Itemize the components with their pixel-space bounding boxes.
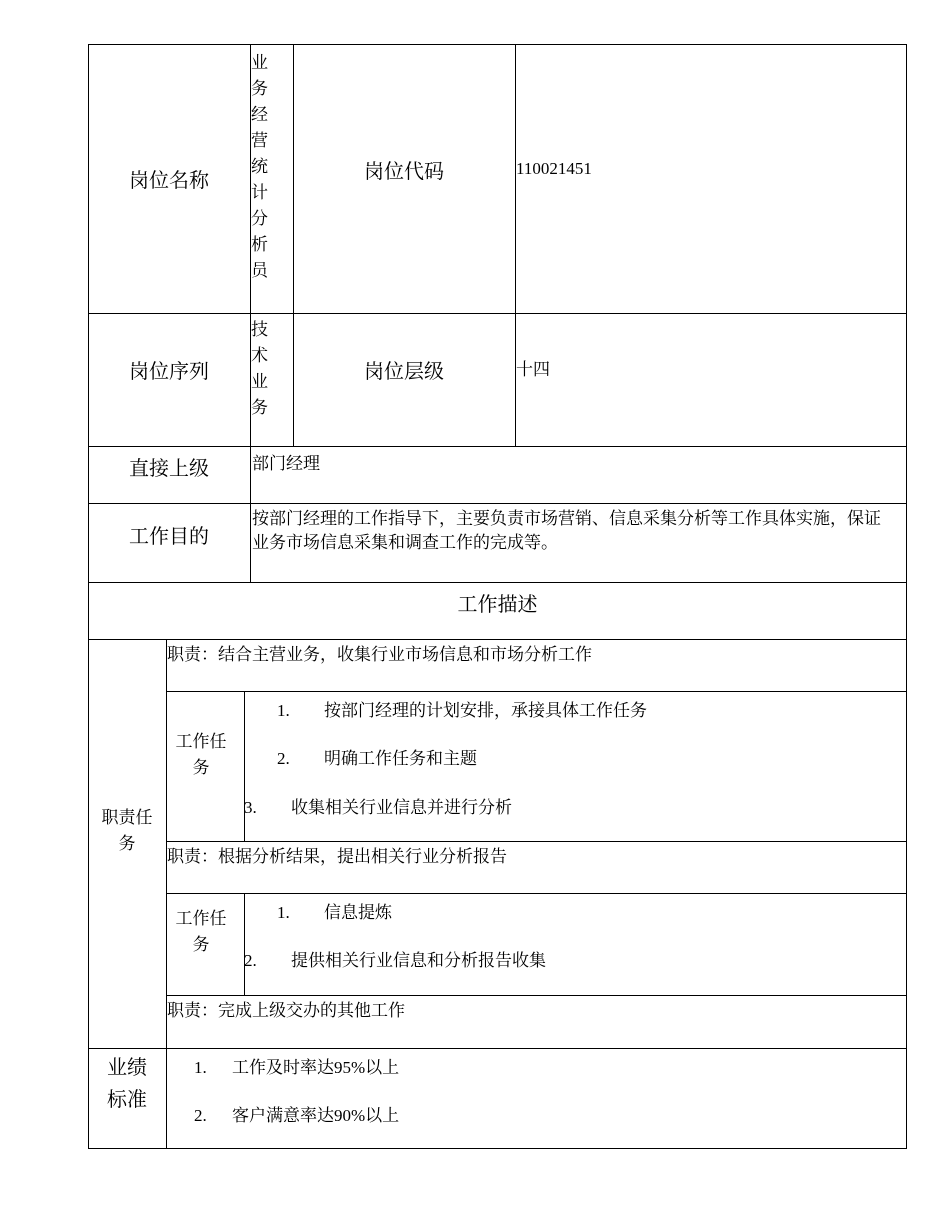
- sequence-value: 技术业务: [251, 320, 268, 417]
- list-item: 2. 客户满意率达90%以上: [194, 1106, 400, 1125]
- sequence-label: 岗位序列: [129, 361, 209, 383]
- list-item: 1. 信息提炼: [277, 903, 392, 922]
- duty-3-text: 职责：完成上级交办的其他工作: [167, 1001, 405, 1020]
- list-item: 2. 明确工作任务和主题: [277, 749, 477, 768]
- list-item: 1. 按部门经理的计划安排，承接具体工作任务: [277, 701, 647, 720]
- duty-2-text: 职责：根据分析结果，提出相关行业分析报告: [167, 847, 507, 866]
- duty-1-text: 职责：结合主营业务，收集行业市场信息和市场分析工作: [167, 645, 592, 664]
- position-name-label: 岗位名称: [129, 170, 209, 192]
- duty-2-task-label: 工作任务: [175, 909, 227, 954]
- level-label: 岗位层级: [364, 361, 444, 383]
- duty-side-label: 职责任务: [101, 808, 153, 853]
- level-value: 十四: [516, 360, 550, 379]
- supervisor-value: 部门经理: [252, 454, 320, 473]
- list-item: 1. 工作及时率达95%以上: [194, 1058, 400, 1077]
- duty-1-task-label: 工作任务: [175, 732, 227, 777]
- position-name-value: 业务经营统计分析员: [251, 53, 268, 280]
- purpose-value: 按部门经理的工作指导下，主要负责市场营销、信息采集分析等工作具体实施，保证业务市场信息采集和调查工作的完成等。: [252, 509, 881, 552]
- list-item: 2. 提供相关行业信息和分析报告收集: [244, 951, 546, 970]
- section-title: 工作描述: [457, 594, 538, 616]
- position-code-value: 110021451: [516, 159, 592, 178]
- position-code-label: 岗位代码: [364, 160, 444, 183]
- performance-label: 业绩标准: [107, 1057, 147, 1111]
- supervisor-label: 直接上级: [129, 458, 209, 480]
- purpose-label: 工作目的: [129, 526, 209, 548]
- list-item: 3. 收集相关行业信息并进行分析: [244, 798, 512, 817]
